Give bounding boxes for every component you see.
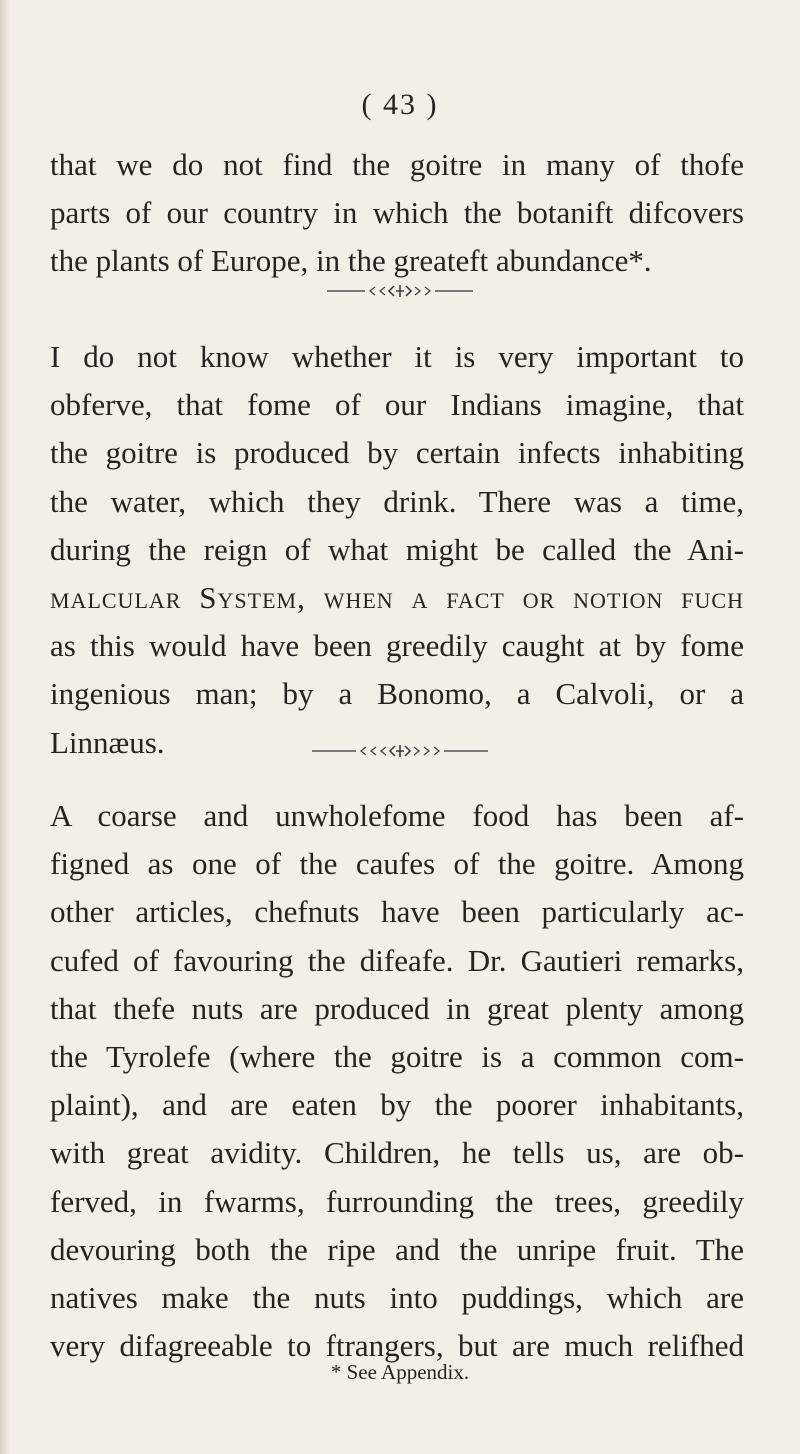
section-ornament <box>0 283 800 304</box>
text-line: the plants of Europe, in the greateft abundance*. <box>50 243 652 279</box>
text-line: natives make the nuts into puddings, which are <box>50 1279 744 1315</box>
text-line: that thefe nuts are produced in great plenty among <box>50 990 744 1026</box>
text-line: the goitre is produced by certain infects inhabiting <box>50 435 744 471</box>
text-line: Linnæus. <box>50 724 165 760</box>
text-line: figned as one of the caufes of the goitre. Among <box>50 846 744 882</box>
text-line: I do not know whether it is very important to <box>50 339 744 374</box>
page-shadow-edge <box>0 0 10 1454</box>
text-line: malcular System, when a fact or notion fuch <box>50 579 744 615</box>
text-line: as this would have been greedily caught at by fome <box>50 628 744 664</box>
text-line: during the reign of what might be called the Ani- <box>50 531 744 567</box>
text-line: other articles, chefnuts have been particularly ac- <box>50 894 744 930</box>
text-line: the water, which they drink. There was a time, <box>50 483 744 519</box>
footnote: * See Appendix. <box>330 1360 470 1384</box>
text-line: devouring both the ripe and the unripe fruit. The <box>50 1231 744 1267</box>
text-line: ingenious man; by a Bonomo, a Calvoli, or a <box>50 676 744 712</box>
text-line: plaint), and are eaten by the poorer inhabitants, <box>50 1087 744 1123</box>
text-line: very difagreeable to ftrangers, but are much relifhed <box>50 1328 744 1364</box>
paragraph-1 <box>50 141 744 286</box>
ornament-rule-icon <box>310 743 490 759</box>
text-line: with great avidity. Children, he tells us, are ob- <box>50 1135 744 1171</box>
text-line: obferve, that fome of our Indians imagine, that <box>50 387 744 423</box>
text-line: that we do not find the goitre in many of thofe <box>50 147 744 182</box>
text-line: the Tyrolefe (where the goitre is a common com- <box>50 1038 744 1074</box>
text-line: ferved, in fwarms, furrounding the trees, greedily <box>50 1183 744 1219</box>
page-number: ( 43 ) <box>361 88 439 121</box>
paragraph-2 <box>50 333 744 767</box>
text-line: cufed of favouring the difeafe. Dr. Gautieri remarks, <box>50 942 744 978</box>
text-line: parts of our country in which the botanift difcovers <box>50 195 744 231</box>
ornament-rule-icon <box>325 283 475 299</box>
section-ornament <box>0 743 800 764</box>
paragraph-3 <box>50 792 744 1370</box>
text-line: A coarse and unwholefome food has been af- <box>50 798 744 833</box>
